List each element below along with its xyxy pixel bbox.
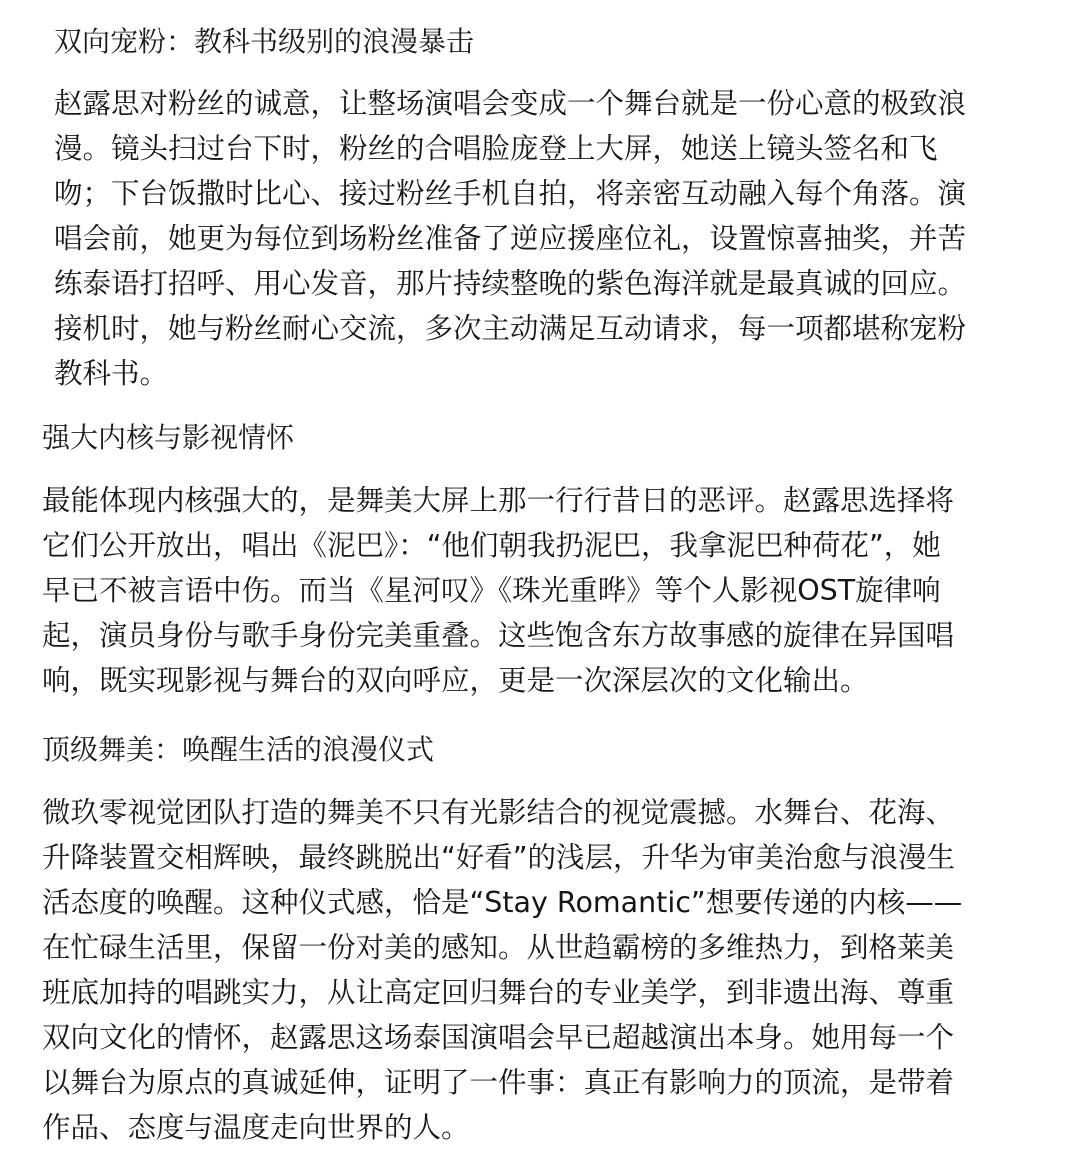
section-heading-fan-love: 双向宠粉：教科书级别的浪漫暴击 bbox=[54, 25, 475, 58]
paragraph-line: 它们公开放出，唱出《泥巴》：“他们朝我扔泥巴，我拿泥巴种荷花”，她 bbox=[42, 529, 941, 562]
paragraph-line: 活态度的唤醒。这种仪式感，恰是“Stay Romantic”想要传递的内核—— bbox=[42, 886, 963, 919]
paragraph-line: 班底加持的唱跳实力，从让高定回归舞台的专业美学，到非遗出海、尊重 bbox=[42, 976, 955, 1009]
paragraph-line: 微玖零视觉团队打造的舞美不只有光影结合的视觉震撼。水舞台、花海、 bbox=[42, 796, 955, 829]
paragraph-line: 赵露思对粉丝的诚意，让整场演唱会变成一个舞台就是一份心意的极致浪 bbox=[54, 87, 967, 120]
paragraph-line: 最能体现内核强大的，是舞美大屏上那一行行昔日的恶评。赵露思选择将 bbox=[42, 484, 955, 517]
paragraph-line: 教科书。 bbox=[54, 357, 169, 390]
section-heading-inner-strength: 强大内核与影视情怀 bbox=[42, 421, 295, 454]
section-heading-stage-design: 顶级舞美：唤醒生活的浪漫仪式 bbox=[42, 733, 435, 766]
paragraph-fan-love bbox=[54, 81, 966, 396]
paragraph-line: 以舞台为原点的真诚延伸，证明了一件事：真正有影响力的顶流，是带着 bbox=[42, 1066, 955, 1099]
paragraph-line: 唱会前，她更为每位到场粉丝准备了逆应援座位礼，设置惊喜抽奖，并苦 bbox=[54, 222, 967, 255]
paragraph-line: 作品、态度与温度走向世界的人。 bbox=[42, 1111, 470, 1144]
paragraph-line: 起，演员身份与歌手身份完美重叠。这些饱含东方故事感的旋律在异国唱 bbox=[42, 619, 955, 652]
paragraph-line: 练泰语打招呼、用心发音，那片持续整晚的紫色海洋就是最真诚的回应。 bbox=[54, 267, 967, 300]
paragraph-line: 升降装置交相辉映，最终跳脱出“好看”的浅层，升华为审美治愈与浪漫生 bbox=[42, 841, 956, 874]
paragraph-line: 漫。镜头扫过台下时，粉丝的合唱脸庞登上大屏，她送上镜头签名和飞 bbox=[54, 132, 938, 165]
paragraph-line: 吻；下台饭撒时比心、接过粉丝手机自拍，将亲密互动融入每个角落。演 bbox=[54, 177, 967, 210]
paragraph-stage-design bbox=[42, 790, 962, 1150]
paragraph-line: 响，既实现影视与舞台的双向呼应，更是一次深层次的文化输出。 bbox=[42, 664, 869, 697]
paragraph-line: 接机时，她与粉丝耐心交流，多次主动满足互动请求，每一项都堪称宠粉 bbox=[54, 312, 967, 345]
paragraph-line: 早已不被言语中伤。而当《星河叹》《珠光重晔》等个人影视OST旋律响 bbox=[42, 574, 941, 607]
paragraph-line: 双向文化的情怀，赵露思这场泰国演唱会早已超越演出本身。她用每一个 bbox=[42, 1021, 955, 1054]
paragraph-line: 在忙碌生活里，保留一份对美的感知。从世趋霸榜的多维热力，到格莱美 bbox=[42, 931, 955, 964]
paragraph-inner-strength bbox=[42, 478, 954, 703]
